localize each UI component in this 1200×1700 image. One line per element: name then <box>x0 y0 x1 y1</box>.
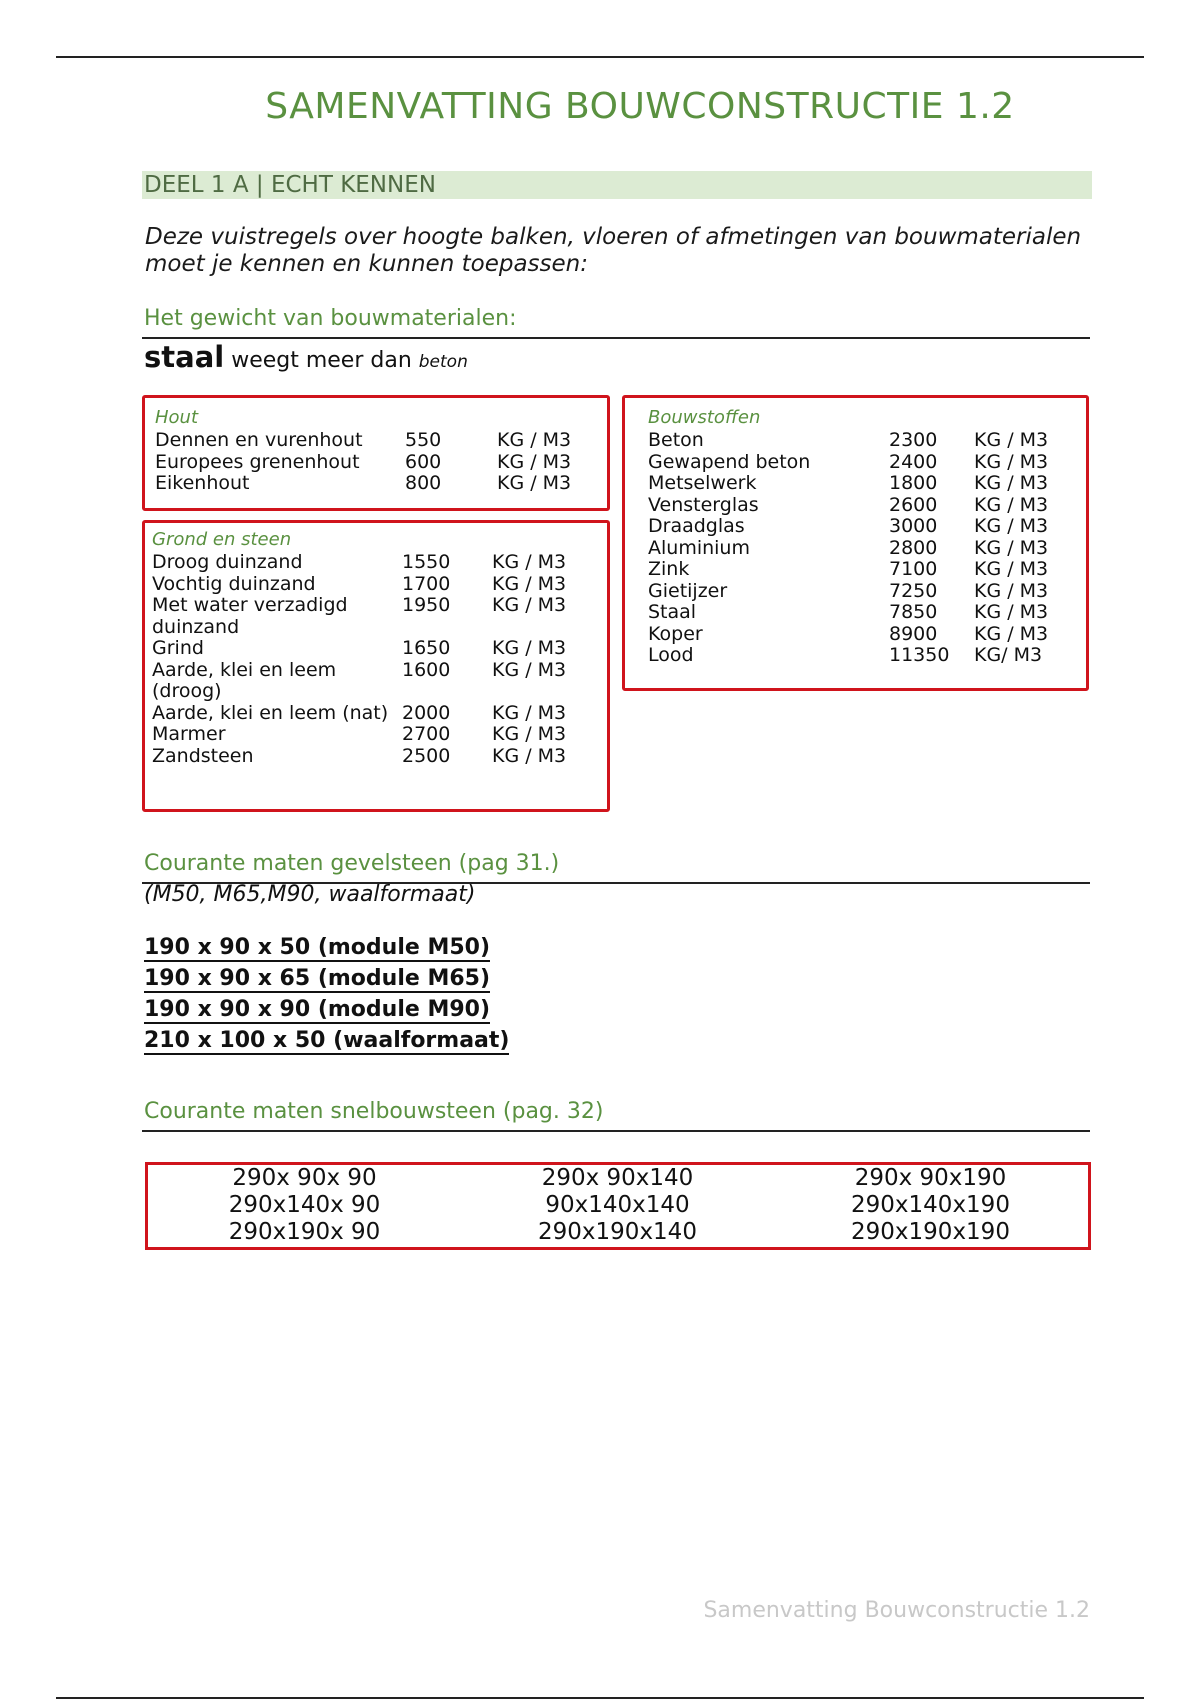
staal-italic: beton <box>418 352 468 372</box>
table-row: Aluminium 2800 KG / M3 <box>648 536 1049 559</box>
staal-mid: weegt meer dan <box>224 348 419 373</box>
grond-rows <box>152 552 597 767</box>
gevelsteen-heading: Courante maten gevelsteen (pag 31.) <box>144 851 560 876</box>
table-row: Vochtig duinzand 1700 KG / M3 <box>152 572 567 595</box>
page-title: SAMENVATTING BOUWCONSTRUCTIE 1.2 <box>265 86 1015 127</box>
bouwstoffen-rows <box>648 430 1078 667</box>
snelbouwsteen-col-3 <box>774 1165 1087 1246</box>
table-row: Zandsteen 2500 KG / M3 <box>152 744 567 767</box>
grond-label: Grond en steen <box>152 529 292 550</box>
list-item: 210 x 100 x 50 (waalformaat) <box>144 1028 510 1053</box>
table-row: Met water verzadigd duinzand 1950 KG / M3 <box>152 594 567 638</box>
table-row: Lood 11350 KG/ M3 <box>648 644 1043 666</box>
list-item: 190 x 90 x 65 (module M65) <box>144 966 491 991</box>
list-item: 290x 90x 90 <box>232 1165 377 1191</box>
snelbouwsteen-heading: Courante maten snelbouwsteen (pag. 32) <box>144 1099 604 1124</box>
page-footer: Samenvatting Bouwconstructie 1.2 <box>703 1598 1090 1623</box>
list-item: 290x190x190 <box>851 1219 1010 1245</box>
list-item: 290x140x 90 <box>228 1192 381 1218</box>
staal-bold: staal <box>144 340 225 374</box>
list-item: 290x190x 90 <box>228 1219 381 1245</box>
weight-heading: Het gewicht van bouwmaterialen: <box>144 306 517 331</box>
snelbouwsteen-box <box>145 1162 1091 1250</box>
snelbouwsteen-col-2 <box>461 1165 774 1246</box>
table-row: Grind 1650 KG / M3 <box>152 637 567 659</box>
table-row: Europees grenenhout 600 KG / M3 <box>155 450 572 473</box>
table-row: Eikenhout 800 KG / M3 <box>155 472 572 494</box>
table-row: Staal 7850 KG / M3 <box>648 601 1049 623</box>
gevelsteen-subtitle: (M50, M65,M90, waalformaat) <box>144 882 476 907</box>
list-item: 290x 90x140 <box>541 1165 694 1191</box>
table-row: Zink 7100 KG / M3 <box>648 558 1049 580</box>
table-row: Aarde, klei en leem (droog) 1600 KG / M3 <box>152 658 567 702</box>
staal-statement <box>144 340 468 374</box>
bottom-rule <box>56 1697 1144 1699</box>
table-row: Metselwerk 1800 KG / M3 <box>648 472 1049 494</box>
table-row: Aarde, klei en leem (nat) 2000 KG / M3 <box>152 701 567 724</box>
grond-box <box>142 520 610 812</box>
section-banner: DEEL 1 A | ECHT KENNEN <box>142 171 1092 199</box>
bouwstoffen-box <box>622 395 1089 691</box>
hout-box <box>142 395 610 511</box>
table-row: Gietijzer 7250 KG / M3 <box>648 579 1049 602</box>
table-row: Marmer 2700 KG / M3 <box>152 723 567 745</box>
snelbouwsteen-heading-rule <box>142 1130 1090 1132</box>
weight-heading-rule <box>142 337 1090 339</box>
hout-rows <box>155 430 595 495</box>
snelbouwsteen-col-1 <box>148 1165 461 1246</box>
list-item: 190 x 90 x 50 (module M50) <box>144 935 491 960</box>
list-item: 290x140x190 <box>851 1192 1010 1218</box>
list-item: 290x 90x190 <box>854 1165 1007 1191</box>
table-row: Gewapend beton 2400 KG / M3 <box>648 450 1049 473</box>
intro-text: Deze vuistregels over hoogte balken, vloeren of afmetingen van bouwmaterialen moet je kennen en kunnen toepassen: <box>145 224 1082 277</box>
table-row: Draadglas 3000 KG / M3 <box>648 515 1049 537</box>
hout-label: Hout <box>155 407 199 428</box>
bouwstoffen-label: Bouwstoffen <box>648 407 761 428</box>
table-row: Droog duinzand 1550 KG / M3 <box>152 551 567 573</box>
table-row: Beton 2300 KG / M3 <box>648 429 1049 451</box>
list-item: 190 x 90 x 90 (module M90) <box>144 997 491 1022</box>
list-item: 90x140x140 <box>545 1192 690 1218</box>
table-row: Vensterglas 2600 KG / M3 <box>648 493 1049 516</box>
table-row: Dennen en vurenhout 550 KG / M3 <box>155 429 572 451</box>
gevelsteen-list <box>144 934 509 1058</box>
table-row: Koper 8900 KG / M3 <box>648 622 1049 645</box>
list-item: 290x190x140 <box>538 1219 697 1245</box>
top-rule <box>56 56 1144 58</box>
